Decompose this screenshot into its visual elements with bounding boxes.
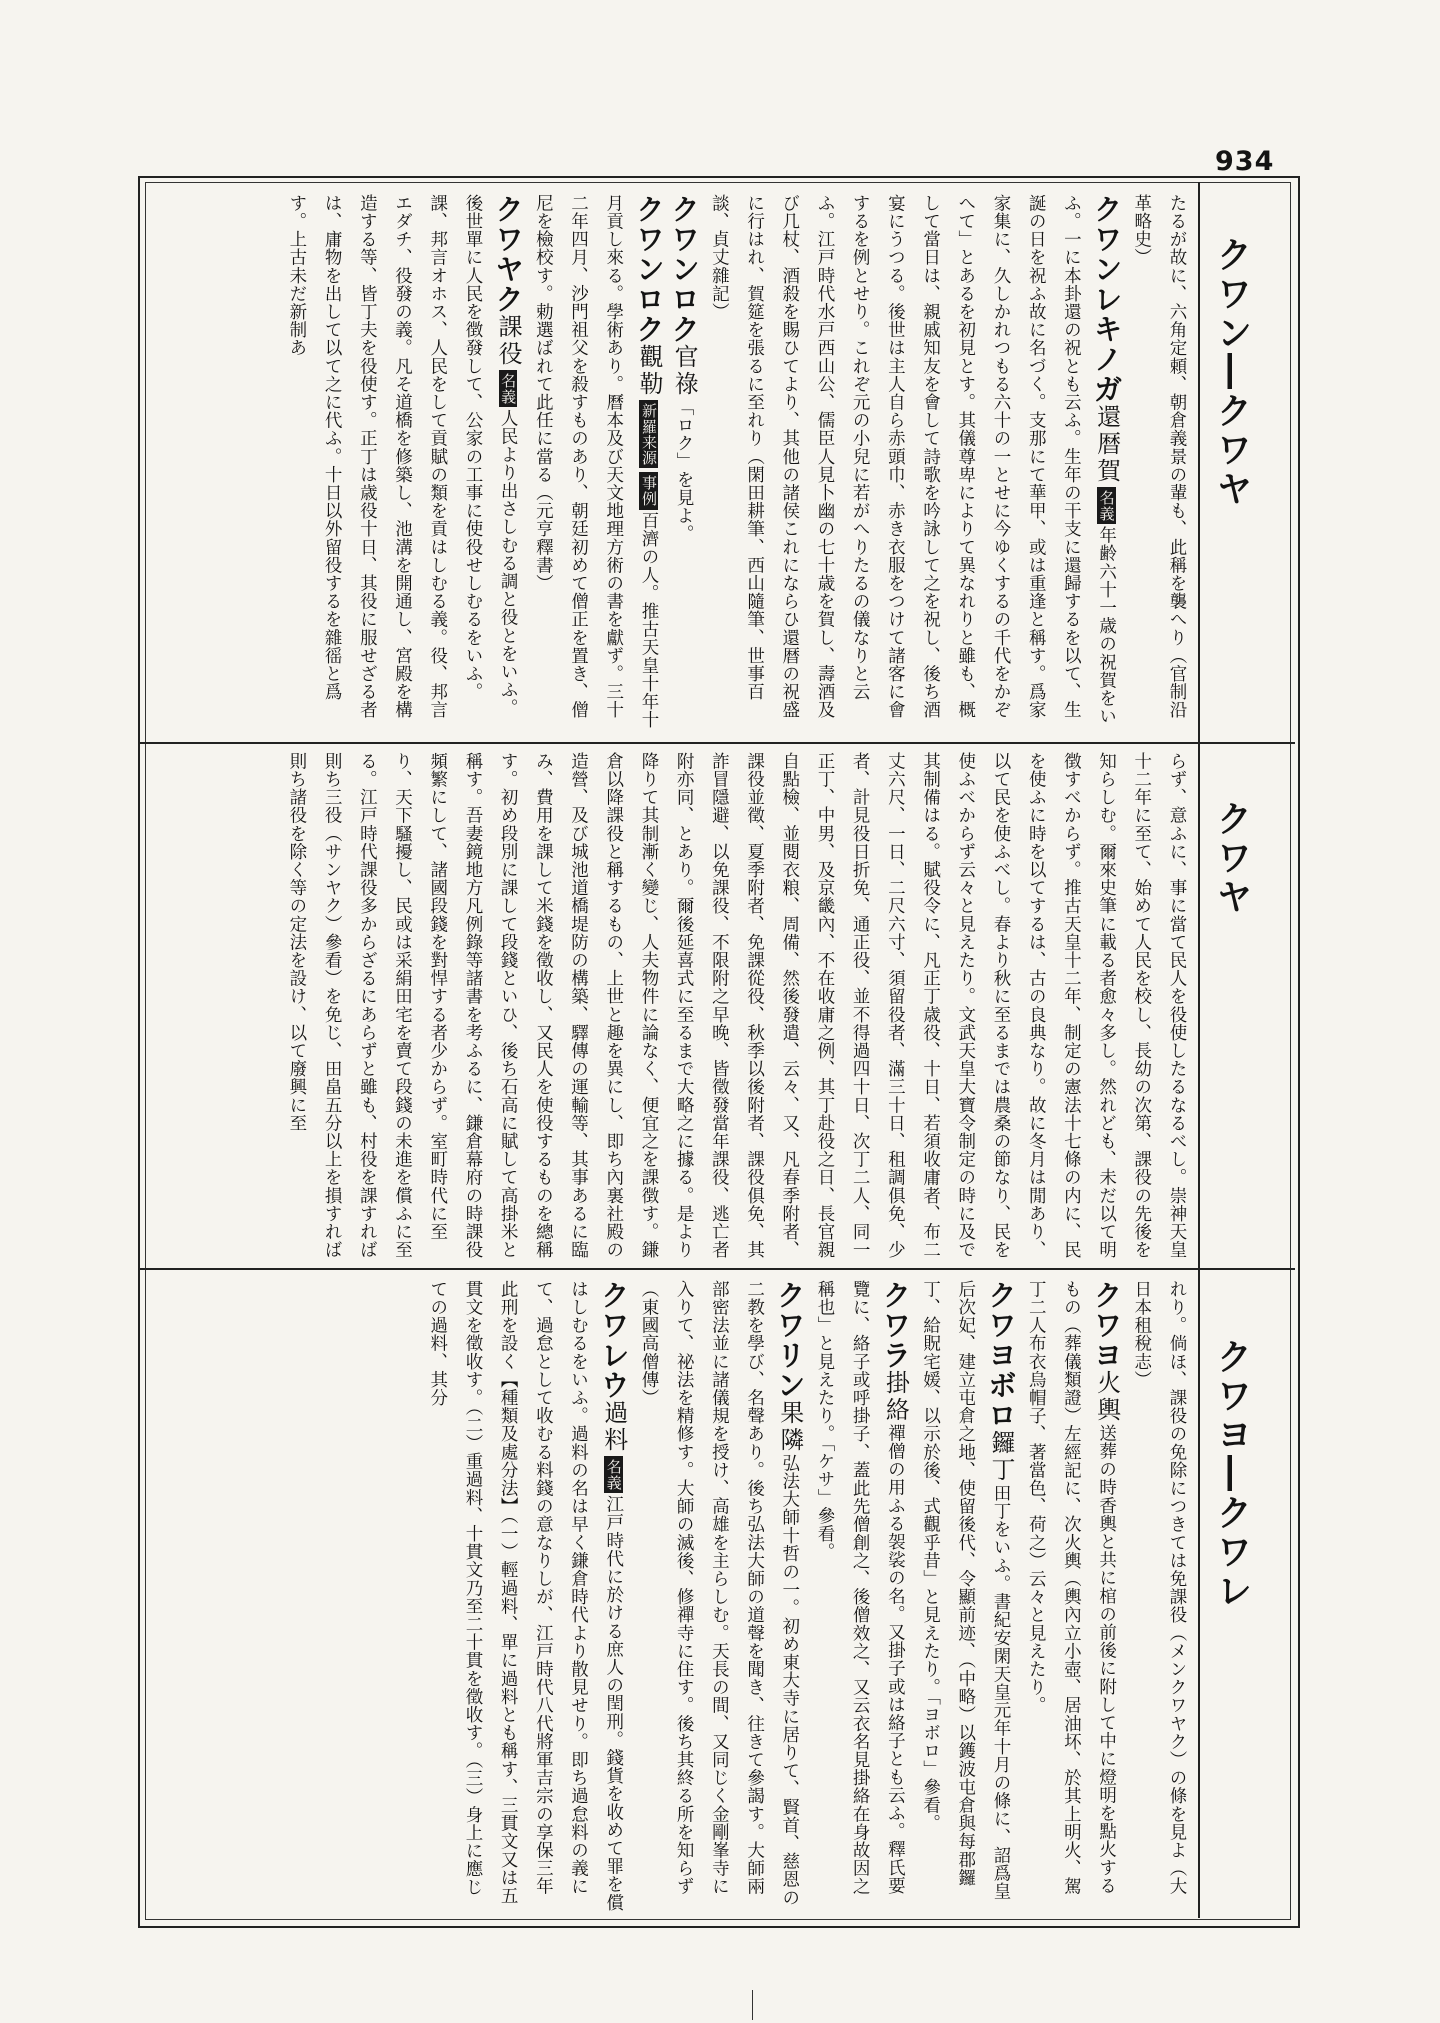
running-head-rule [1198,182,1200,1918]
bottom-intro: れり。倘ほ、課役の免除につきては免課役（メンクワヤク）の條を見よ（大日本租稅志） [1131,1280,1187,1896]
meigi-tag: 名義 [1097,487,1116,524]
entry-kanji: 官祿 [670,344,699,398]
entry-kwayaku [279,194,525,734]
entry-kanji: 過料 [599,1400,628,1454]
running-head-middle: クワヤ [1211,800,1252,917]
entry-kanji: 課役 [494,314,523,368]
entry-kwayo [1018,1280,1124,1912]
running-head-top: クワン―クワヤ [1211,236,1252,509]
entry-headword: クワンロク [667,194,702,344]
entry-kanji: 還暦賀 [1092,404,1121,485]
entry-headword: クワレウ [596,1280,631,1400]
entry-headword: クワヨ [1089,1280,1124,1370]
entry-kanji: 火輿 [1092,1370,1121,1424]
entry-headword: クワヨボロ [983,1280,1018,1430]
entry-kwanrekinoga [701,194,1123,734]
running-head-bottom: クワヨ―クワレ [1211,1338,1252,1611]
entry-kanji: 果隣 [775,1400,804,1454]
entry-text: 禪僧の用ふる袈裟の名。又掛子或は絡子とも云ふ。釋氏要覽に、絡子或呼掛子、蓋此先僧創之、後僧效之、又云衣名見掛絡在身故因之稱也」と見えたり。「ケサ」參看。 [814,1280,906,1896]
middle-section [150,752,1194,1260]
entry-text: 送葬の時香輿と共に棺の前後に附して中に燈明を點火するもの（葬儀類證）左經記に、次火輿（輿內立小壺、居油坏、於其上明火、駕丁二人布衣烏帽子、著當色、荷之）云々と見えたり。 [1026,1280,1117,1896]
top-section [150,194,1194,734]
bottom-section [150,1280,1194,1912]
meigi-tag: 名義 [604,1456,623,1493]
entry-kanji: 掛絡 [881,1370,910,1424]
entry-kwara [807,1280,913,1912]
entry-text: 年齢六十一歳の祝賀をいふ。一に本卦還の祝とも云ふ。生年の干支に還歸するを以て、生誕の日を祝ふ故に名づく。支那にて華甲、或は重逢と稱す。爲家家集に、久しかれつもる六十の一とせに今ゆくするの千代をかぞへて」とあるを初見とす。其儀尊卑によりて異なれりと雖も、概して當日は、親戚知友を會して詩歌を吟詠して之を祝し、後ち酒宴にうつる。後世は主人自ら赤頭巾、赤き衣服をつけて諸客に會するを例とせり。これぞ元の小兒に若がへりたるの儀なりと云ふ。江戸時代水戸西山公、儒臣人見卜幽の七十歳を賀し、壽酒及び几杖、酒殺を賜ひてより、其他の諸侯これにならひ還暦の祝盛に行はれ、賀筵を張るに至れり（閑田耕筆、西山隨筆、世事百談、貞丈雜記） [709,194,1117,726]
entry-headword: クワヤク [491,194,526,314]
entry-headword: クワリン [772,1280,807,1400]
entry-headword: クワンレキノガ [1089,194,1124,404]
top-intro: たるが故に、六角定頼、朝倉義景の輩も、此稱を襲へり（官制沿革略史） [1131,194,1187,719]
entry-text: 田丁をいふ。書紀安閑天皇元年十月の條に、詔爲皇后次妃、建立屯倉之地、使留後代、令顯前迹、（中略）以鑊波屯倉與每郡鑼丁、給貺宅媛、以示於後、式觀乎昔」と見えたり。「ヨボロ」參看。 [920,1280,1011,1901]
entry-kwanroku-2 [525,194,666,734]
entry-kanji: 觀勒 [634,344,663,398]
entry-kwanroku-1 [666,194,701,734]
entry-headword: クワンロク [631,194,666,344]
entry-text: 人民より出さしむる調と役とをいふ。後世單に人民を徴發して、公家の工事に使役せしむるをいふ。課、邦言オホス、人民をして貢賦の類を貢はしむる義。役、邦言エダチ、役發の義。凡そ道橋を修築し、池溝を開通し、宮殿を構造する等、皆丁夫を役使す。正丁は歳役十日、其役に服せざる者は、庸物を出して以て之に代ふ。十日以外留役するを雜徭と爲す。上古未だ新制あ [286,194,519,719]
entry-text: 「ロク」を見よ。 [674,398,695,543]
entry-text: 弘法大師十哲の一。初め東大寺に居りて、賢首、慈恩の二教を學び、名聲あり。後ち弘法大師の道聲を聞き、往きて參謁す。大師兩部密法並に諸儀規を授け、高雄を主らしむ。天長の間、又同じく金剛峯寺に入りて、祕法を精修す。大師の滅後、修禪寺に住す。後ち其終る所を知らず（東國高僧傳） [638,1280,800,1907]
entry-kwayoboro [912,1280,1018,1912]
binding-mark [752,1990,754,2020]
entry-kwarin [631,1280,807,1912]
section-divider-top [140,742,1295,745]
section-divider-bottom [140,1268,1295,1271]
entry-text: 江戸時代に於ける庶人の閏刑。錢貨を收めて罪を償はしむるをいふ。過料の名は早く鎌倉時代より散見せり。即ち過怠料の義にて、過怠として收むる料錢の意なりしが、江戸時代八代將軍吉宗の享保三年此刑を設く【種類及處分法】（一）輕過料、單に過料とも稱す、三貫文又は五貫文を徵收す。（二）重過料、十貫文乃至二十貫を徵收す。（三）身上に應じての過料、其分 [427,1280,624,1912]
entry-kanji: 鑼丁 [986,1430,1015,1484]
entry-text: 百濟の人。推古天皇十年十月貢し來る。學術あり。曆本及び天文地理方術の書を獻ず。三十二年四月、沙門祖父を殺すものあり、朝廷初めて僧正を置き、僧尼を檢校す。勅選ばれて此任に當る（元亨釋書） [533,194,659,729]
shinnen-tag: 新羅来源 [639,400,658,468]
middle-text: らず、意ふに、事に當て民人を役使したるなるべし。崇神天皇十二年に至て、始めて人民を校し、長幼の次第、課役の先後を知らしむ。爾來史筆に載る者愈々多し。然れども、未だ以て明徴すべからず。推古天皇十二年、制定の憲法十七條の内に、民を使ふに時を以てするは、古の良典なり。故に冬月は閒あり、以て民を使ふべし。春より秋に至るまでは農桑の節なり、民を使ふべからず云々と見えたり。文武天皇大寶令制定の時に及で其制備はる。賦役令に、凡正丁歳役、十日、若須收庸者、布二丈六尺、一日、二尺六寸、須留役者、滿三十日、租調俱免、少者、計見役日折免、通正役、並不得過四十日、次丁二人、同一正丁、中男、及京畿內、不在收庸之例、其丁赴役之日、長官親自點檢、並閱衣粮、周備、然後發遣、云々、又、凡春季附者、課役並徵、夏季附者、免課從役、秋季以後附者、課役俱免、其詐冒隱避、以免課役、不限附之早晚、皆徵發當年課役、逃亡者附亦同、とあり。爾後延喜式に至るまで大略之に據る。是より降りて其制漸く變じ、人夫物件に論なく、便宜之を課徴す。鎌倉以降課役と稱するもの、上世と趣を異にし、即ち內裏社殿の造營、及び城池道橋堤防の構築、驛傳の運輸等、其事あるに臨み、費用を課して米錢を徵收し、又民人を使役するものを總稱す。初め段別に課して段錢といひ、後ち石高に賦して高掛米と稱す。吾妻鏡地方凡例錄等諸書を考ふるに、鎌倉幕府の時課役頻繁にして、諸國段錢を對悍する者少からず。室町時代に至り、天下騷擾し、民或は采絹田宅を賣て段錢の未進を償ふに至る。江戸時代課役多からざるにあらずと雖も、村役を課すれば則ち三役（サンヤク）參看）を免じ、田畠五分以上を損すれば則ち諸役を除く等の定法を設け、以て廢興に至 [286,752,1187,1259]
page-number: 934 [1215,146,1275,177]
entry-headword: クワラ [878,1280,913,1370]
jirei-tag: 事例 [639,472,658,509]
entry-kwareu [420,1280,631,1912]
meigi-tag: 名義 [499,370,518,407]
